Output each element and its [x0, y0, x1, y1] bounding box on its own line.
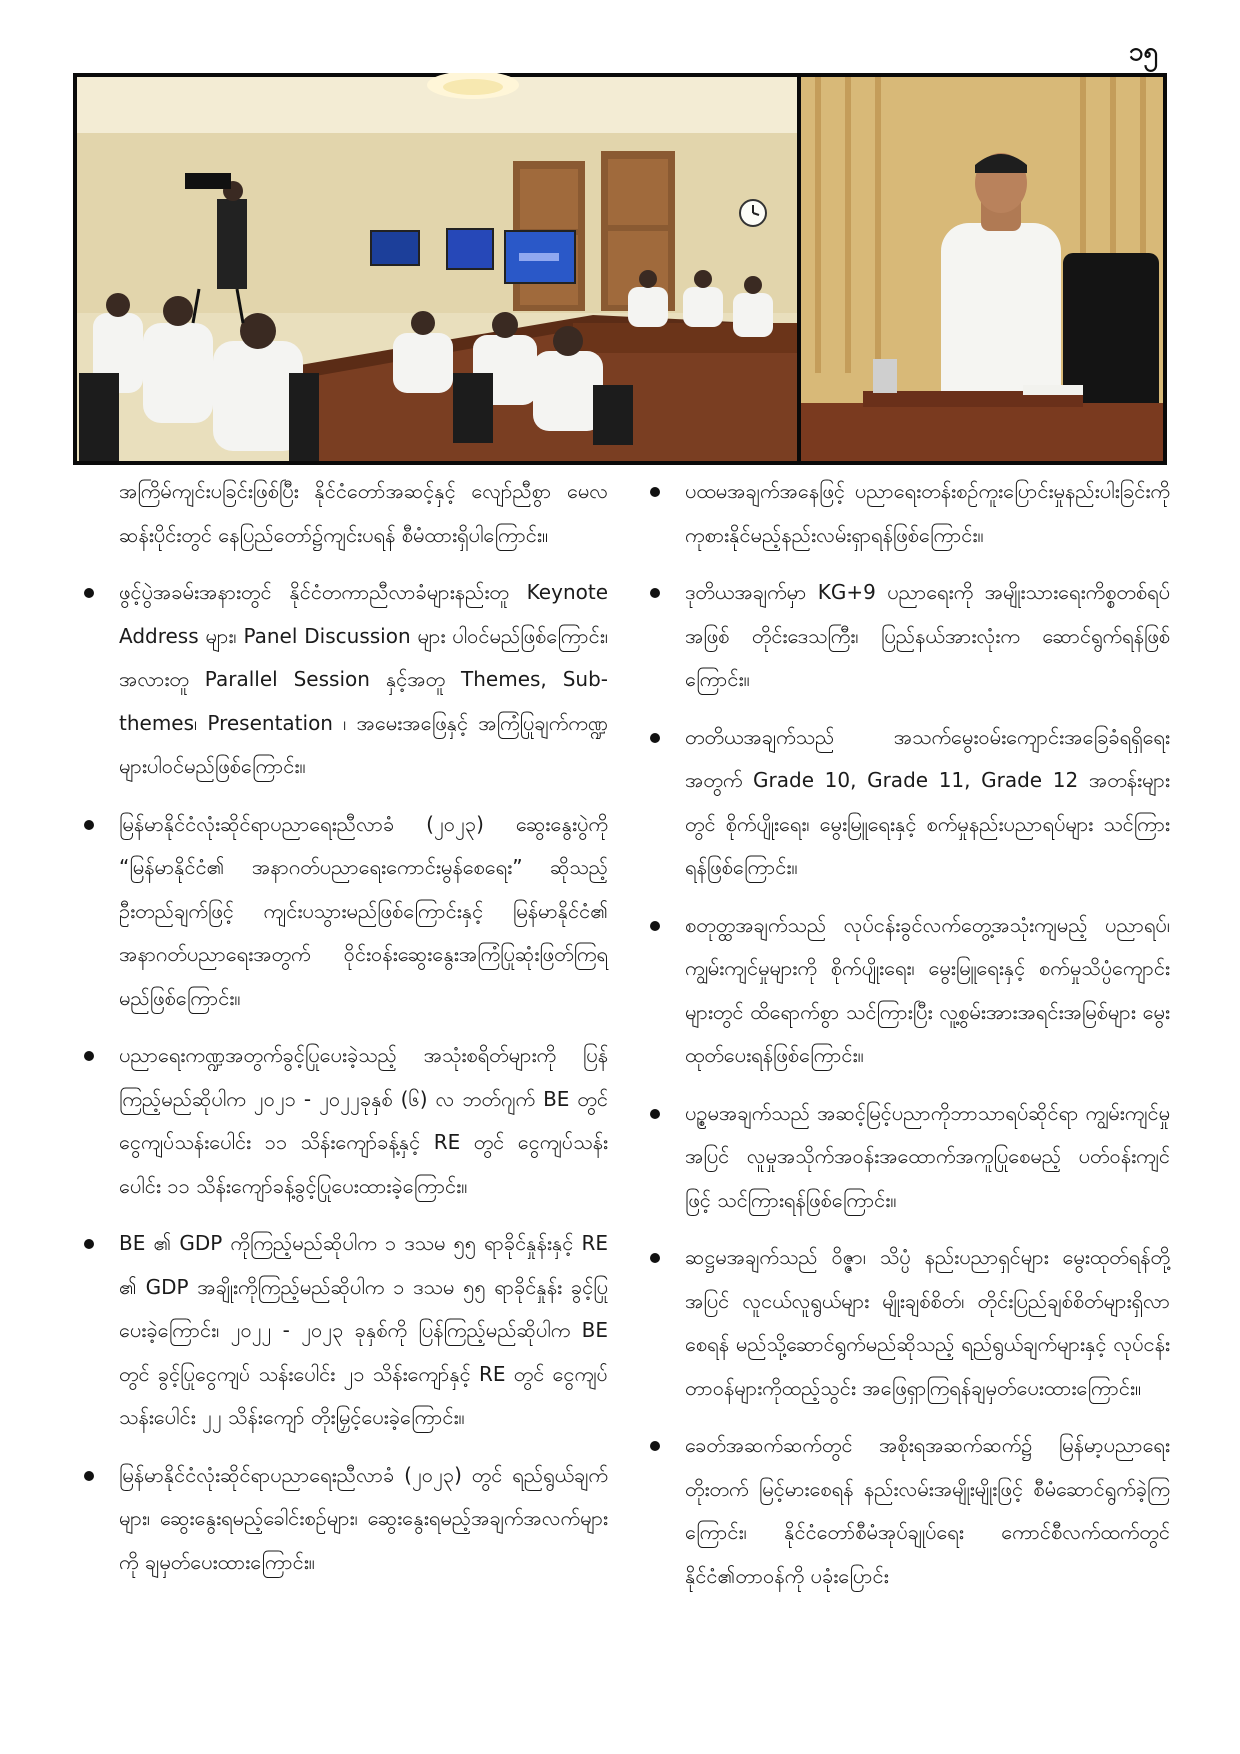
list-item [650, 904, 1170, 1078]
list-item-text: တတိယအချက်သည် အသက်မွေးဝမ်းကျောင်းအခြေခံရရှိရေးအတွက် Grade 10, Grade 11, Grade 12 အတန်းများတွင် စိုက်ပျိုးရေး၊ မွေးမြူရေးနှင့် စက်မှုနည်းပညာရပ်များ သင်ကြားရန်ဖြစ်ကြောင်း။ [685, 724, 1170, 879]
list-item [650, 716, 1170, 890]
list-item-text: BE ၏ GDP ကိုကြည့်မည်ဆိုပါက ၁ ဒသမ ၅၅ ရာခိုင်နှုန်းနှင့် RE ၏ GDP အချိုးကိုကြည့်မည်ဆိုပါက ၁ ဒသမ ၅၅ ရာခိုင်နှုန်း ခွင့်ပြုပေးခဲ့ကြောင်း၊ ၂၀၂၂ - ၂၀၂၃ ခုနှစ်ကို ပြန်ကြည့်မည်ဆိုပါက BE တွင် ခွင့်ပြုငွေကျပ် သန်းပေါင်း ၂၁ သိန်းကျော်နှင့် RE တွင် ငွေကျပ်သန်းပေါင်း ၂၂ သိန်းကျော် တိုးမြှင့်ပေးခဲ့ကြောင်း။ [119, 1231, 608, 1429]
speaker-at-podium-photo [801, 77, 1163, 461]
bullet-icon [650, 733, 660, 743]
list-item-text: မြန်မာနိုင်ငံလုံးဆိုင်ရာပညာရေးညီလာခံ (၂၀၂၃) ဆွေးနွေးပွဲကို “မြန်မာနိုင်ငံ၏ အနာဂတ်ပညာရေးကောင်းမွန်စေရေး” ဆိုသည့် ဦးတည်ချက်ဖြင့် ကျင်းပသွားမည်ဖြစ်ကြောင်းနှင့် မြန်မာနိုင်ငံ၏ အနာဂတ်ပညာရေးအတွက် ဝိုင်းဝန်းဆွေးနွေးအကြံပြုဆုံးဖြတ်ကြရမည်ဖြစ်ကြောင်း။ [119, 811, 608, 1010]
continued-paragraph: အကြိမ်ကျင်းပခြင်းဖြစ်ပြီး နိုင်ငံတော်အဆင့်နှင့် လျော်ညီစွာ မေလဆန်းပိုင်းတွင် နေပြည်တော်၌ကျင်းပရန် စီမံထားရှိပါကြောင်း။ [119, 479, 608, 547]
list-item [84, 571, 608, 789]
list-item [84, 1454, 608, 1585]
list-item [84, 803, 608, 1021]
bullet-icon [650, 1109, 660, 1119]
list-item [650, 1092, 1170, 1223]
page-number: ၁၅ [1128, 37, 1158, 67]
list-item-text: ဖွင့်ပွဲအခမ်းအနားတွင် နိုင်ငံတကာညီလာခံများနည်းတူ Keynote Address များ၊ Panel Discussion များ ပါဝင်မည်ဖြစ်ကြောင်း၊ အလားတူ Parallel Session နှင့်အတူ Themes, Sub-themes၊ Presentation ၊ အမေးအဖြေနှင့် အကြံပြုချက်ကဏ္ဍများပါဝင်မည်ဖြစ်ကြောင်း။ [119, 580, 608, 778]
bullet-icon [650, 588, 660, 598]
list-item-text: စတုတ္ထအချက်သည် လုပ်ငန်းခွင်လက်တွေ့အသုံးကျမည့် ပညာရပ်၊ ကျွမ်းကျင်မှုများကို စိုက်ပျိုးရေး၊ မွေးမြူရေးနှင့် စက်မှုသိပ္ပံကျောင်းများတွင် ထိရောက်စွာ သင်ကြားပြီး လူ့စွမ်းအားအရင်းအမြစ်များ မွေးထုတ်ပေးရန်ဖြစ်ကြောင်း။ [685, 912, 1170, 1067]
bullet-icon [84, 1471, 94, 1481]
right-column [650, 470, 1170, 1612]
bullet-icon [84, 820, 94, 830]
list-item-text: ဆဋ္ဌမအချက်သည် ဝိဇ္ဇာ၊ သိပ္ပံ နည်းပညာရှင်များ မွေးထုတ်ရန်တို့အပြင် လူငယ်လူရွယ်များ မျိုးချစ်စိတ်၊ တိုင်းပြည်ချစ်စိတ်များရှိလာစေရန် မည်သို့ဆောင်ရွက်မည်ဆိုသည့် ရည်ရွယ်ချက်များနှင့် လုပ်ငန်းတာဝန်များကိုထည့်သွင်း အဖြေရှာကြရန်ချမှတ်ပေးထားကြောင်း။ [685, 1245, 1170, 1400]
list-item-text: ပဉ္စမအချက်သည် အဆင့်မြင့်ပညာကိုဘာသာရပ်ဆိုင်ရာ ကျွမ်းကျင်မှုအပြင် လူမှုအသိုက်အဝန်းအထောက်အကူပြုစေမည့် ပတ်ဝန်းကျင်ဖြင့် သင်ကြားရန်ဖြစ်ကြောင်း။ [685, 1100, 1170, 1212]
bullet-icon [84, 588, 94, 598]
list-item [84, 1034, 608, 1208]
list-item [650, 1424, 1170, 1598]
bullet-icon [650, 921, 660, 931]
list-item [650, 470, 1170, 557]
list-item [84, 1222, 608, 1440]
left-column [84, 470, 608, 1612]
list-item-text: ပထမအချက်အနေဖြင့် ပညာရေးတန်းစဉ်ကူးပြောင်းမှုနည်းပါးခြင်းကို ကုစားနိုင်မည့်နည်းလမ်းရှာရန်ဖြစ်ကြောင်း။ [685, 479, 1170, 547]
bullet-icon [84, 1051, 94, 1061]
list-item [650, 1236, 1170, 1410]
list-item [650, 571, 1170, 702]
bullet-icon [84, 1239, 94, 1249]
photo-illustration [73, 73, 1167, 465]
meeting-room-photo [77, 73, 797, 461]
bullet-icon [650, 487, 660, 497]
bullet-icon [650, 1253, 660, 1263]
meeting-photo [73, 73, 1167, 465]
list-item-text: ဒုတိယအချက်မှာ KG+9 ပညာရေးကို အမျိုးသားရေးကိစ္စတစ်ရပ်အဖြစ် တိုင်းဒေသကြီး၊ ပြည်နယ်အားလုံးက ဆောင်ရွက်ရန်ဖြစ်ကြောင်း။ [685, 580, 1170, 691]
list-item-text: မြန်မာနိုင်ငံလုံးဆိုင်ရာပညာရေးညီလာခံ (၂၀၂၃) တွင် ရည်ရွယ်ချက်များ၊ ဆွေးနွေးရမည့်ခေါင်းစဉ်များ၊ ဆွေးနွေးရမည့်အချက်အလက်များကို ချမှတ်ပေးထားကြောင်း။ [119, 1462, 608, 1574]
list-item-text: ခေတ်အဆက်ဆက်တွင် အစိုးရအဆက်ဆက်၌ မြန်မာ့ပညာရေးတိုးတက် မြင့်မားစေရန် နည်းလမ်းအမျိုးမျိုးဖြင့် စီမံဆောင်ရွက်ခဲ့ကြကြောင်း၊ နိုင်ငံတော်စီမံအုပ်ချုပ်ရေး ကောင်စီလက်ထက်တွင် နိုင်ငံ၏တာဝန်ကို ပခုံးပြောင်း [685, 1433, 1170, 1588]
bullet-icon [650, 1441, 660, 1451]
list-item-text: ပညာရေးကဏ္ဍအတွက်ခွင့်ပြုပေးခဲ့သည့် အသုံးစရိတ်များကို ပြန်ကြည့်မည်ဆိုပါက ၂၀၂၁ - ၂၀၂၂ခုနှစ် (၆) လ ဘတ်ဂျက် BE တွင် ငွေကျပ်သန်းပေါင်း ၁၁ သိန်းကျော်ခန့်နှင့် RE တွင် ငွေကျပ်သန်းပေါင်း ၁၁ သိန်းကျော်ခန့်ခွင့်ပြုပေးထားခဲ့ကြောင်း။ [119, 1043, 608, 1198]
